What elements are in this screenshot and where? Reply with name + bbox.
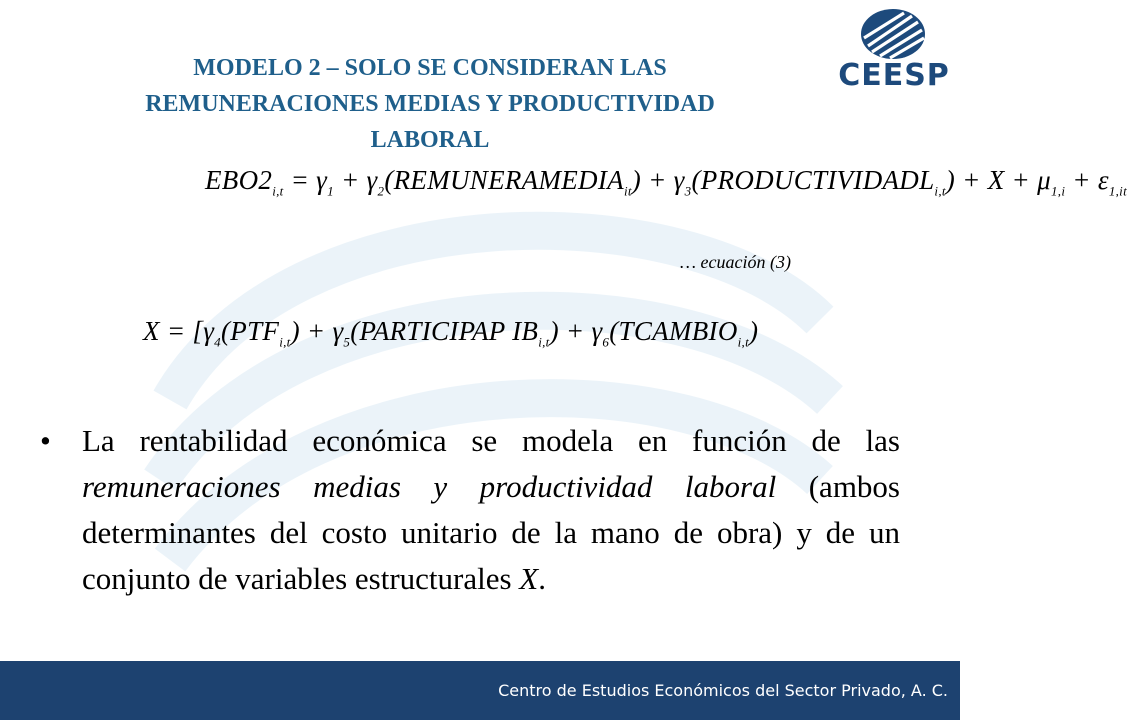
eq-term: (PARTICIPAP IB: [350, 316, 539, 346]
bullet-text-italic: remuneraciones medias y productividad laboral: [82, 469, 777, 504]
title-line-1: MODELO 2 – SOLO SE CONSIDERAN LAS: [193, 55, 667, 81]
eq-subscript: 6: [602, 334, 610, 350]
footer-organization-name: Centro de Estudios Económicos del Sector Privado, A. C.: [498, 681, 948, 700]
eq-term: ) + γ: [290, 316, 344, 346]
eq-subscript: i,t: [934, 183, 946, 199]
eq-subscript: 4: [214, 334, 221, 350]
eq-term: ) + X + μ: [945, 165, 1051, 195]
eq-term: + γ: [333, 165, 378, 195]
eq-term: ) + γ: [631, 165, 685, 195]
eq-term: EBO2: [205, 165, 273, 195]
eq-subscript: 1,i: [1050, 183, 1066, 199]
slide-title: [60, 50, 800, 158]
eq-term: ) + γ: [549, 316, 603, 346]
bullet-text: [82, 418, 900, 602]
title-line-2: REMUNERACIONES MEDIAS Y PRODUCTIVIDAD: [145, 91, 715, 117]
bullet-item: [40, 418, 900, 602]
equation-x: [143, 316, 758, 350]
eq-subscript: 1,it: [1108, 183, 1127, 199]
ceesp-logo: [838, 8, 950, 98]
eq-subscript: i,t: [737, 334, 749, 350]
eq-subscript: it: [623, 183, 632, 199]
eq-subscript: 1: [327, 183, 334, 199]
eq-subscript: 5: [343, 334, 351, 350]
bullet-marker: •: [40, 423, 51, 458]
eq-term: + ε: [1065, 165, 1109, 195]
eq-term: (TCAMBIO: [609, 316, 738, 346]
footer-bar: [0, 661, 960, 720]
eq-term: (REMUNERAMEDIA: [384, 165, 624, 195]
ceesp-logo-icon: [860, 8, 926, 60]
equation-main: [205, 165, 1127, 199]
eq-term: ): [749, 316, 759, 346]
bullet-text-part: (ambos determinantes del costo unitario de la mano de obra) y de un conjunto de variables estructurales: [82, 469, 900, 596]
eq-term: (PRODUCTIVIDADL: [691, 165, 935, 195]
bullet-text-part: .: [538, 561, 546, 596]
eq-term: X = [γ: [143, 316, 215, 346]
equation-number: … ecuación (3): [680, 252, 791, 272]
title-line-3: LABORAL: [370, 127, 490, 153]
eq-term: = γ: [283, 165, 328, 195]
eq-subscript: i,t: [279, 334, 291, 350]
eq-subscript: i,t: [538, 334, 550, 350]
eq-subscript: 2: [377, 183, 385, 199]
bullet-text-part: La rentabilidad económica se modela en función de las: [82, 423, 900, 458]
bullet-text-variable: X: [519, 561, 539, 596]
eq-term: (PTF: [220, 316, 280, 346]
eq-subscript: 3: [684, 183, 692, 199]
ceesp-logo-text: CEESP: [838, 58, 950, 93]
eq-subscript: i,t: [272, 183, 284, 199]
